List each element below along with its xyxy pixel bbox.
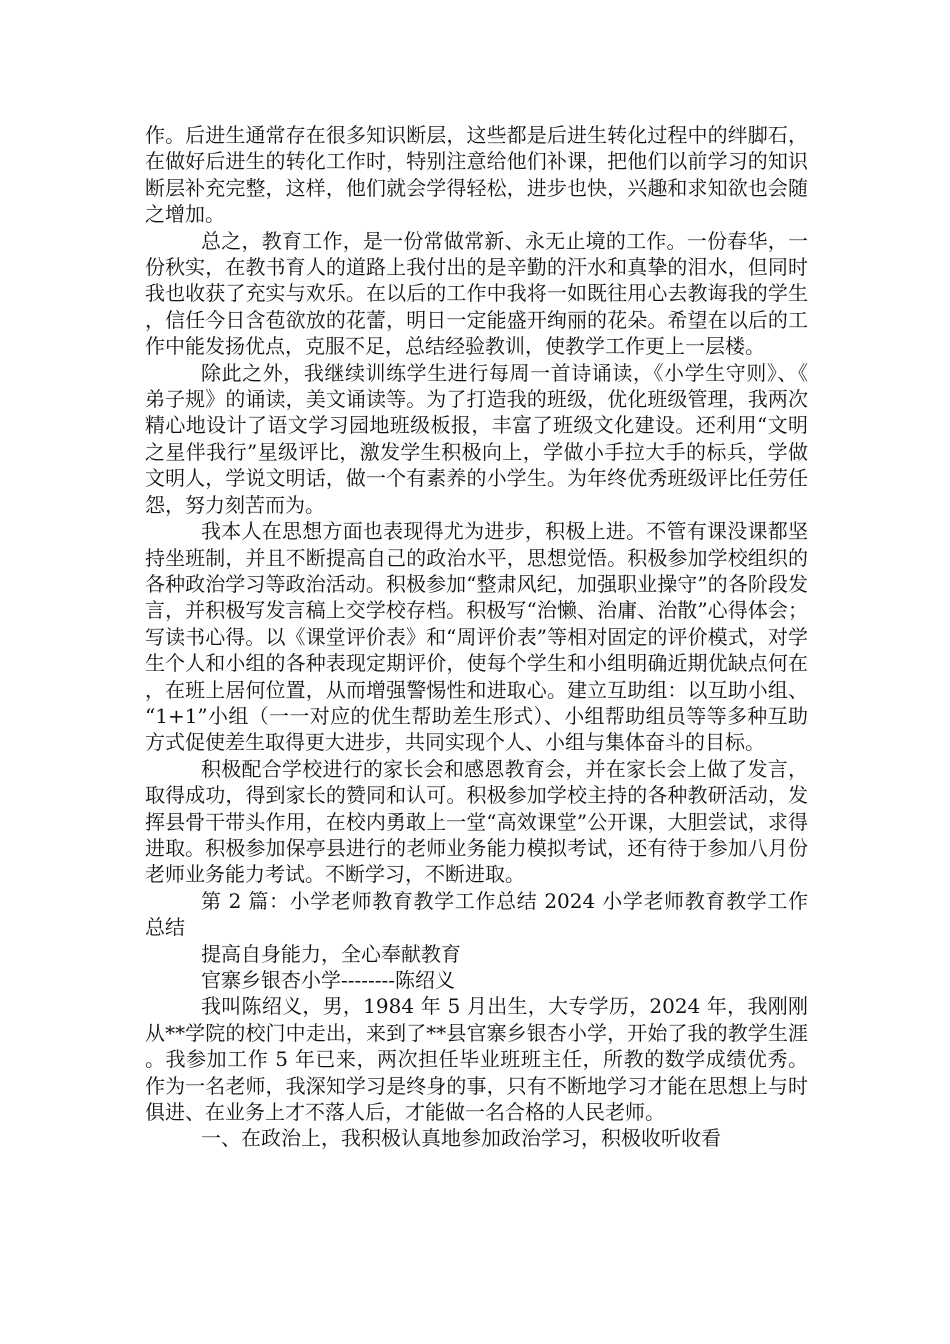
paragraph-summary: 总之，教育工作，是一份常做常新、永无止境的工作。一份春华，一份秋实，在教书育人的道路上我付出的是辛勤的汗水和真挚的泪水，但同时我也收获了充实与欢乐。在以后的工作中我将一如既往用心去教诲我的学生，信任今日含苞欲放的花蕾，明日一定能盛开绚丽的花朵。希望在以后的工作中能发扬优点，克服不足，总结经验教训，使教学工作更上一层楼。 bbox=[145, 228, 808, 359]
section-subtitle: 提高自身能力，全心奉献教育 bbox=[201, 941, 461, 966]
document-page bbox=[145, 122, 808, 1152]
section-heading: 第 2 篇：小学老师教育教学工作总结 2024 小学老师教育教学工作总结 bbox=[145, 888, 808, 940]
paragraph-continuation: 作。后进生通常存在很多知识断层，这些都是后进生转化过程中的绊脚石，在做好后进生的转化工作时，特别注意给他们补课，把他们以前学习的知识断层补充完整，这样，他们就会学得轻松，进步也快，兴趣和求知欲也会随之增加。 bbox=[145, 123, 808, 227]
paragraph-self-introduction: 我叫陈绍义，男，1984 年 5 月出生，大专学历，2024 年，我刚刚从**学院的校门中走出，来到了**县官寨乡银杏小学，开始了我的教学生涯。我参加工作 5 年已来，两次担任毕业班班主任，所教的数学成绩优秀。作为一名老师，我深知学习是终身的事，只有不断地学习才能在思想上与时俱进、在业务上才不落人后，才能做一名合格的人民老师。 bbox=[145, 994, 808, 1125]
paragraph-parent-meeting: 积极配合学校进行的家长会和感恩教育会，并在家长会上做了发言，取得成功，得到家长的赞同和认可。积极参加学校主持的各种教研活动，发挥县骨干带头作用，在校内勇敢上一堂“高效课堂”公开课，大胆尝试，求得进取。积极参加保亭县进行的老师业务能力模拟考试，还有待于参加八月份老师业务能力考试。不断学习，不断进取。 bbox=[145, 756, 808, 887]
paragraph-ideology: 我本人在思想方面也表现得尤为进步，积极上进。不管有课没课都坚持坐班制，并且不断提高自己的政治水平，思想觉悟。积极参加学校组织的各种政治学习等政治活动。积极参加“整肃风纪，加强职业操守”的各阶段发言，并积极写发言稿上交学校存档。积极写“治懒、治庸、治散”心得体会；写读书心得。以《课堂评价表》和“周评价表”等相对固定的评价模式，对学生个人和小组的各种表现定期评价，使每个学生和小组明确近期优缺点何在，在班上居何位置，从而增强警惕性和进取心。建立互助组：以互助小组、“1+1”小组（一一对应的优生帮助差生形式）、小组帮助组员等等多种互助方式促使差生取得更大进步，共同实现个人、小组与集体奋斗的目标。 bbox=[145, 519, 808, 755]
paragraph-reading-activities: 除此之外，我继续训练学生进行每周一首诗诵读，《小学生守则》、《弟子规》的诵读，美文诵读等。为了打造我的班级，优化班级管理，我两次精心地设计了语文学习园地班级板报，丰富了班级文化建设。还利用“文明之星伴我行”星级评比，激发学生积极向上，学做小手拉大手的标兵，学做文明人，学说文明话，做一个有素养的小学生。为年终优秀班级评比任劳任怨，努力刻苦而为。 bbox=[145, 360, 808, 517]
author-line: 官寨乡银杏小学--------陈绍义 bbox=[201, 968, 456, 992]
paragraph-politics: 一、在政治上，我积极认真地参加政治学习，积极收听收看 bbox=[201, 1126, 721, 1151]
